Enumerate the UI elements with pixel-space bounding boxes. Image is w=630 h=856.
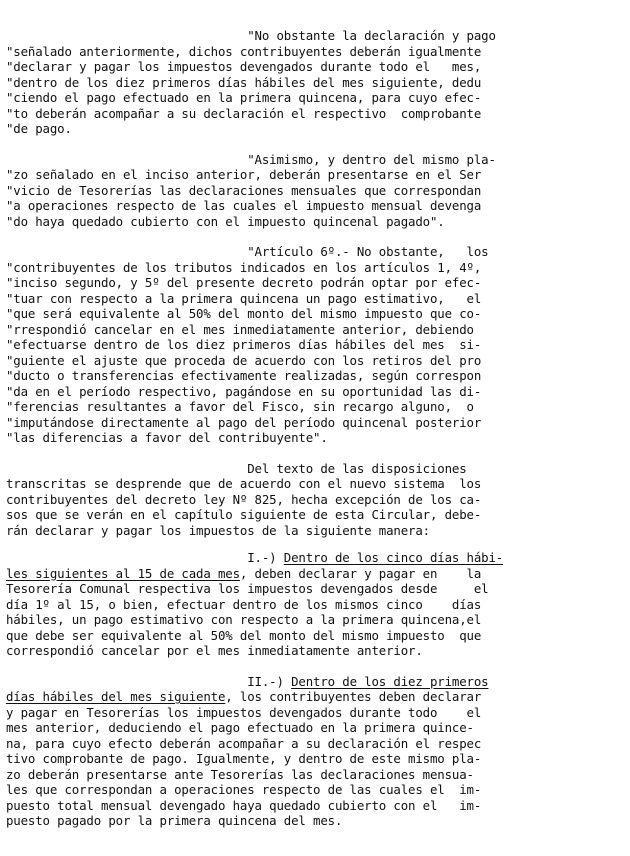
text-line: correspondió cancelar por el mes inmediatamente anterior. [6,643,423,658]
text-line: "tuar con respecto a la primera quincena un pago estimativo, el [6,290,482,306]
text-line: "da en el período respectivo, pagándose en su oportunidad las di- [6,383,482,399]
text-line: "efectuarse dentro de los diez primeros días hábiles del mes si- [6,337,482,352]
text-line: "to deberán acompañar a su declaración el respectivo comprobante [6,105,482,121]
text-line: "las diferencias a favor del contribuyente". [6,430,328,445]
text-line: puesto pagado por la primera quincena del mes. [6,813,343,828]
paragraph-gap [6,446,618,461]
underlined-phrase: les siguientes al 15 de cada mes [6,565,240,581]
text-line: que debe ser equivalente al 50% del monto del mismo impuesto que [6,627,482,643]
text-line: "rrespondió cancelar en el mes inmediatamente anterior, debiendo [6,321,474,337]
paragraph [6,550,618,659]
text-line: contribuyentes del decreto ley Nº 825, hecha excepción de los ca- [6,491,482,507]
text-line: "vicio de Tesorerías las declaraciones mensuales que correspondan [6,182,482,198]
text-line: rán declarar y pagar los impuestos de la siguiente manera: [6,522,430,538]
paragraph [6,461,618,539]
text-line: puesto total mensual devengado haya quedado cubierto con el im- [6,797,482,813]
text-line: na, para cuyo efecto deberán acompañar a su declaración el respec [6,735,482,751]
text-line: hábiles, un pago estimativo con respecto a la primera quincena,el [6,612,482,627]
text-line: tivo comprobante de pago. Igualmente, y dentro de este mismo pla- [6,751,482,766]
text-line: "No obstante la declaración y pago [6,28,496,43]
text-line: I.-) Dentro de los cinco días hábi- [6,550,504,565]
text-line: les siguientes al 15 de cada mes, deben declarar y pagar en la [6,565,482,581]
text-line: Tesorería Comunal respectiva los impuestos devengados desde el [6,581,489,596]
text-line: "que será equivalente al 50% del monto del mismo impuesto que co- [6,306,482,321]
text-line: "de pago. [6,121,72,136]
text-line: II.-) Dentro de los diez primeros [6,673,489,689]
paragraph [6,244,618,446]
paragraph-gap [6,659,618,674]
text-line: y pagar en Tesorerías los impuestos devengados durante todo el [6,704,482,720]
paragraph-gap [6,229,618,244]
text-line: "Artículo 6º.- No obstante, los [6,244,489,259]
text-line: sos que se verán en el capítulo siguiente de esta Circular, debe- [6,507,482,522]
text-line: "señalado anteriormente, dichos contribuyentes deberán igualmente [6,43,482,59]
text-line: "zo señalado en el inciso anterior, deberán presentarse en el Ser [6,167,482,182]
text-line: "a operaciones respecto de las cuales el impuesto mensual devenga [6,198,482,213]
paragraph [6,674,618,829]
text-line: mes anterior, deduciendo el pago efectuado en la primera quince- [6,720,474,735]
text-line: días hábiles del mes siguiente, los contribuyentes deben declarar [6,689,482,704]
document-body [6,28,618,829]
underlined-phrase: Dentro de los diez primeros [291,673,489,689]
text-line: "ferencias resultantes a favor del Fisco, sin recargo alguno, o [6,399,474,414]
underlined-phrase: días hábiles del mes siguiente [6,689,226,704]
paragraph [6,28,618,137]
text-line: "do haya quedado cubierto con el impuesto quincenal pagado". [6,213,445,229]
text-line: "ciendo el pago efectuado en la primera quincena, para cuyo efec- [6,90,482,105]
text-line: "Asimismo, y dentro del mismo pla- [6,151,496,167]
text-line: "inciso segundo, y 5º del presente decreto podrán optar por efec- [6,275,482,290]
paragraph-gap [6,538,618,550]
text-line: zo deberán presentarse ante Tesorerías las declaraciones mensua- [6,766,474,782]
text-line: Del texto de las disposiciones [6,460,467,476]
text-line: "imputándose directamente al pago del período quincenal posterior [6,414,482,430]
paragraph-gap [6,137,618,152]
paragraph [6,152,618,230]
text-line: "declarar y pagar los impuestos devengados durante todo el mes, [6,59,482,74]
text-line: "ducto o transferencias efectivamente realizadas, según correspon [6,368,482,383]
text-line: "contribuyentes de los tributos indicados en los artículos 1, 4º, [6,259,482,275]
text-line: día 1º al 15, o bien, efectuar dentro de los mismos cinco días [6,596,482,612]
underlined-phrase: Dentro de los cinco días hábi- [283,550,504,565]
text-line: transcritas se desprende que de acuerdo con el nuevo sistema los [6,476,482,491]
text-line: les que correspondan a operaciones respecto de las cuales el im- [6,782,482,797]
text-line: "guiente el ajuste que proceda de acuerdo con los retiros del pro [6,352,482,368]
text-line: "dentro de los diez primeros días hábiles del mes siguiente, dedu [6,74,482,90]
